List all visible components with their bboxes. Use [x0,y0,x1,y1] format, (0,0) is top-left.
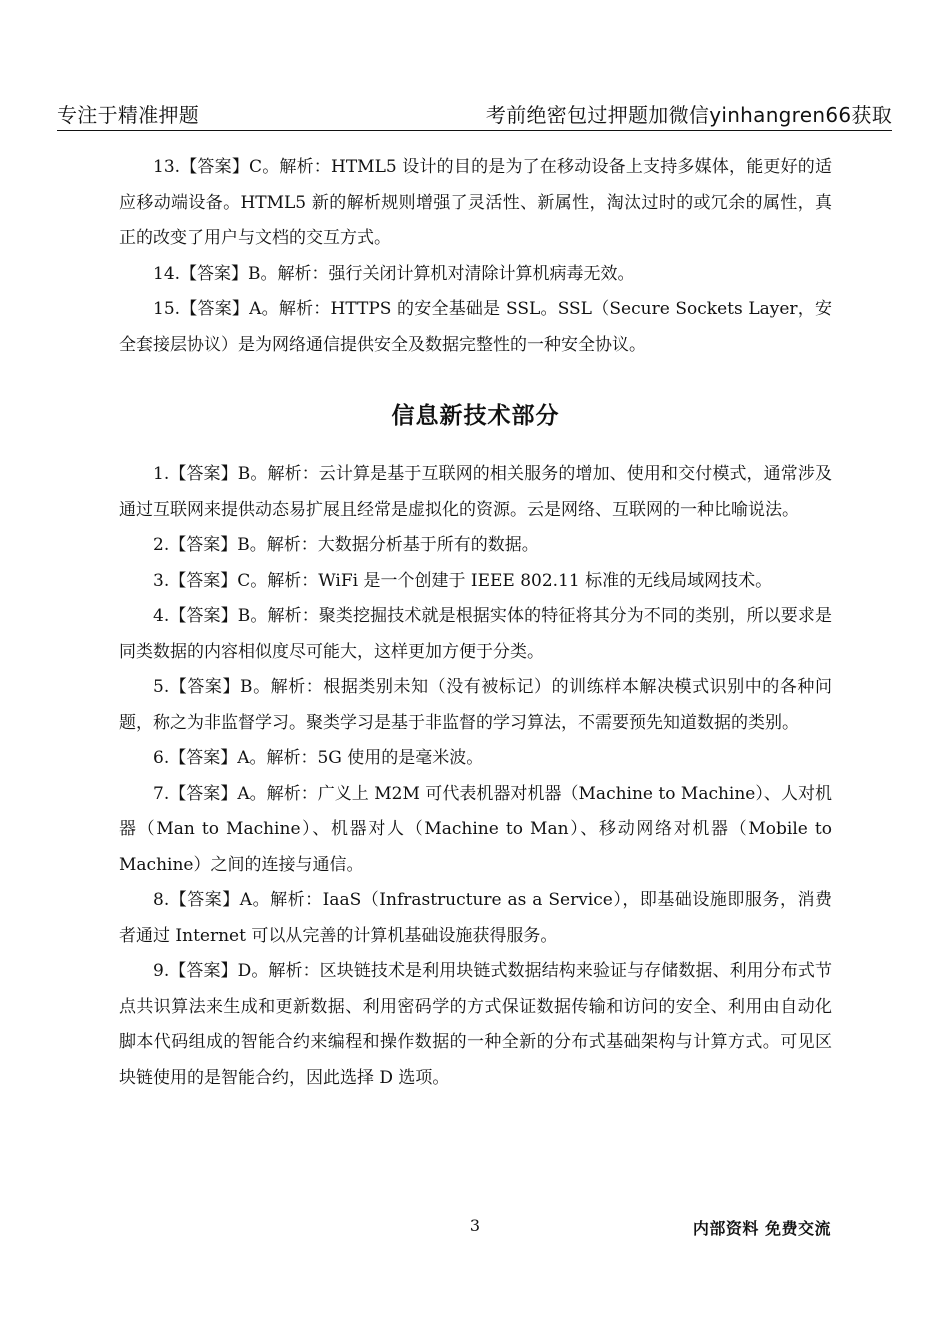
answer-paragraph-14: 14.【答案】B。解析：强行关闭计算机对清除计算机病毒无效。 [153,263,635,284]
section-answer-paragraph-4: 4.【答案】B。解析：聚类挖掘技术就是根据实体的特征将其分为不同的类别，所以要求是同类数据的内容相似度尽可能大，这样更加方便于分类。 [119,606,832,662]
section-answer-paragraph-9: 9.【答案】D。解析：区块链技术是利用块链式数据结构来验证与存储数据、利用分布式节点共识算法来生成和更新数据、利用密码学的方式保证数据传输和访问的安全、利用由自动化脚本代码组成的智能合约来编程和操作数据的一种全新的分布式基础架构与计算方式。可见区块链使用的是智能合约，因此选择 D 选项。 [119,961,832,1088]
document-body [119,150,832,1096]
section-answer-paragraph-3: 3.【答案】C。解析：WiFi 是一个创建于 IEEE 802.11 标准的无线局域网技术。 [153,570,773,591]
section-answer-paragraph-2: 2.【答案】B。解析：大数据分析基于所有的数据。 [153,535,539,555]
section-answer-paragraph-6: 6.【答案】A。解析：5G 使用的是毫米波。 [153,748,484,768]
section-answer-paragraph-7: 7.【答案】A。解析：广义上 M2M 可代表机器对机器（Machine to Machine）、人对机器（Man to Machine）、机器对人（Machine to Man）、移动网络对机器（Mobile to Machine）之间的连接与通信。 [119,783,832,875]
page-header [57,100,892,131]
section-answer-paragraph-1: 1.【答案】B。解析：云计算是基于互联网的相关服务的增加、使用和交付模式，通常涉及通过互联网来提供动态易扩展且经常是虚拟化的资源。云是网络、互联网的一种比喻说法。 [119,464,832,520]
section-answer-paragraph-5: 5.【答案】B。解析：根据类别未知（没有被标记）的训练样本解决模式识别中的各种问题，称之为非监督学习。聚类学习是基于非监督的学习算法，不需要预先知道数据的类别。 [119,677,832,733]
answer-paragraph-13: 13.【答案】C。解析：HTML5 设计的目的是为了在移动设备上支持多媒体，能更好的适应移动端设备。HTML5 新的解析规则增强了灵活性、新属性，淘汰过时的或冗余的属性，真正的改变了用户与文档的交互方式。 [119,157,832,248]
footer-note: 内部资料 免费交流 [692,1219,831,1238]
page-number: 3 [469,1216,481,1235]
answer-paragraph-15: 15.【答案】A。解析：HTTPS 的安全基础是 SSL。SSL（Secure Sockets Layer，安全套接层协议）是为网络通信提供安全及数据完整性的一种安全协议。 [119,299,832,355]
header-left-text: 专注于精准押题 [57,103,200,127]
section-title: 信息新技术部分 [391,403,560,429]
section-answer-paragraph-8: 8.【答案】A。解析：IaaS（Infrastructure as a Service），即基础设施即服务，消费者通过 Internet 可以从完善的计算机基础设施获得服务。 [119,890,832,946]
header-right-text: 考前绝密包过押题加微信yinhangren66获取 [485,103,892,127]
